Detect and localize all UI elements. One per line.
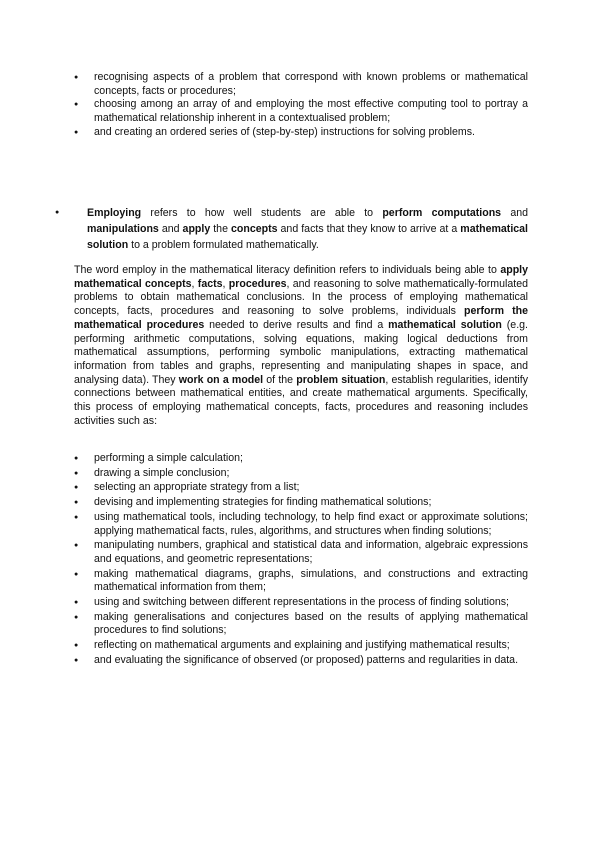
list-item: ● performing a simple calculation; xyxy=(74,452,528,466)
list-item: ● and creating an ordered series of (step-by-step) instructions for solving problems. xyxy=(74,126,528,140)
text-run: (e.g. performing arithmetic computations, solving equations, making logical deductions from mathematical assumptions, performing symbolic manipulations, extracting mathematical information from tables and graphs, representing and manipulating shapes in space, and analysing data). They xyxy=(74,318,528,386)
bold-run: mathematical solution xyxy=(388,318,502,331)
bold-run: perform the mathematical procedures xyxy=(74,305,528,331)
term-manipulations: manipulations xyxy=(87,223,159,235)
employing-definition xyxy=(55,205,528,253)
list-item: ● choosing among an array of and employing the most effective computing tool to portray a mathematical relationship inherent in a contextualised problem; xyxy=(74,98,528,125)
bold-run: problem situation xyxy=(296,373,386,386)
employing-definition-list xyxy=(55,205,528,253)
bold-run: apply mathematical concepts xyxy=(74,264,528,290)
text-run: of the xyxy=(263,373,297,386)
list-item: ● drawing a simple conclusion; xyxy=(74,467,528,481)
list-item: ● using and switching between different representations in the process of finding solutions; xyxy=(74,596,528,610)
text-run: to a problem formulated mathematically. xyxy=(128,239,319,251)
text-run: refers to how well students are able to xyxy=(141,207,383,219)
text-run: , and reasoning to solve mathematically-formulated problems to obtain mathematical conclusions. In the process of employing mathematical concepts, facts, procedures and reasoning to solve problems, individuals xyxy=(74,277,528,318)
list-item: ● making generalisations and conjectures based on the results of applying mathematical procedures to find solutions; xyxy=(74,611,528,638)
employ-paragraph xyxy=(74,264,528,428)
list-item: ● manipulating numbers, graphical and statistical data and information, algebraic expressions and equations, and geometric representations; xyxy=(74,539,528,566)
bold-run: procedures xyxy=(228,277,287,290)
text-run: and xyxy=(501,207,529,219)
text-run: and facts that they know to arrive at a xyxy=(277,223,461,235)
term-perform-computations: perform computations xyxy=(382,207,502,219)
text-run: the xyxy=(210,223,231,235)
list-item: ● reflecting on mathematical arguments and explaining and justifying mathematical results; xyxy=(74,639,528,653)
term-mathematical-solution: mathematical solution xyxy=(87,223,528,251)
term-apply: apply xyxy=(182,223,211,235)
text-run: The word employ in the mathematical literacy definition refers to individuals being able to xyxy=(74,264,501,276)
list-item: ● recognising aspects of a problem that correspond with known problems or mathematical concepts, facts or procedures; xyxy=(74,71,528,98)
list-item: ● selecting an appropriate strategy from a list; xyxy=(74,481,528,495)
bold-run: work on a model xyxy=(178,373,264,386)
list-item: ● and evaluating the significance of observed (or proposed) patterns and regularities in data. xyxy=(74,654,528,668)
list-item: ● making mathematical diagrams, graphs, simulations, and constructions and extracting mathematical information from them; xyxy=(74,568,528,595)
text-run: , establish regularities, identify connections between mathematical entities, and create mathematical arguments. Specifically, this process of employing mathematical concepts, facts, procedures and reasoning includes activities such as: xyxy=(74,373,528,427)
text-run: needed to derive results and find a xyxy=(204,318,389,331)
term-employing: Employing xyxy=(87,207,142,219)
list-item: ● using mathematical tools, including technology, to help find exact or approximate solutions; applying mathematical facts, rules, algorithms, and structures when finding solutions; xyxy=(74,511,528,538)
list-item: ● devising and implementing strategies for finding mathematical solutions; xyxy=(74,496,528,510)
term-concepts: concepts xyxy=(231,223,278,235)
bold-run: facts xyxy=(197,277,223,290)
top-bullet-list xyxy=(74,71,528,140)
text-run: , xyxy=(191,277,198,290)
text-run: and xyxy=(158,223,183,235)
activity-bullet-list xyxy=(74,452,528,669)
text-run: , xyxy=(222,277,229,290)
